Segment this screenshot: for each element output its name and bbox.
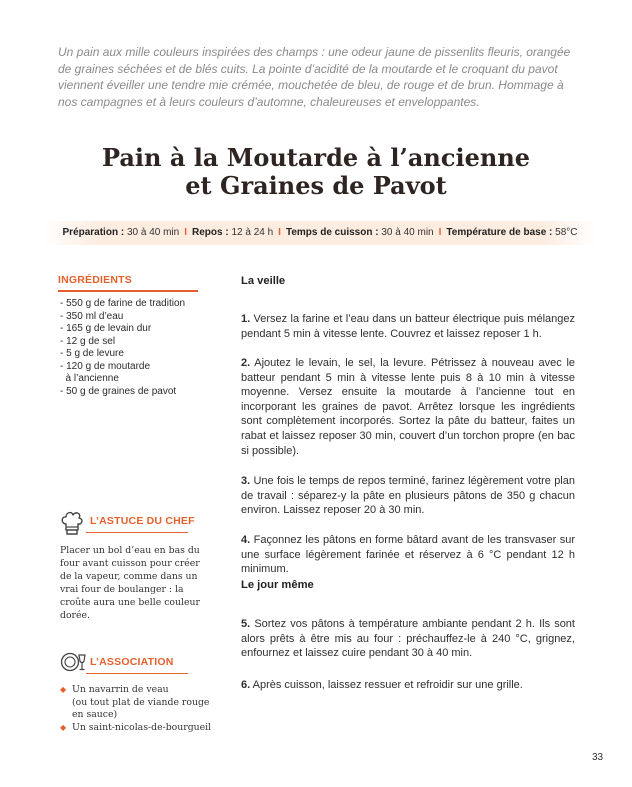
veille-heading: La veille — [241, 275, 286, 287]
chef-hat-icon — [60, 510, 84, 536]
association-item — [60, 684, 220, 722]
step-2 — [241, 356, 575, 458]
association-divider — [86, 673, 188, 674]
chef-tip-text: Placer un bol d’eau en bas du four avant cuisson pour créer de la vapeur, comme dans un vrai four de boulanger : la croûte aura une belle couleur dorée. — [60, 545, 200, 621]
title-line-2: et Graines de Pavot — [185, 171, 447, 200]
cook-value: 30 à 40 min — [381, 227, 434, 238]
step-3 — [241, 474, 575, 518]
rest-label: Repos : — [192, 227, 229, 238]
prep-value: 30 à 40 min — [126, 227, 180, 238]
temp-value: 58°C — [555, 227, 578, 238]
chef-tip-heading: L’ASTUCE DU CHEF — [90, 515, 195, 527]
association-list — [60, 684, 220, 734]
step-number: 6. — [241, 679, 251, 691]
separator: I — [438, 227, 442, 238]
step-text: Versez la farine et l’eau dans un batteur électrique puis mélangez pendant 5 min à vitesse lente. Couvrez et laissez reposer 1 h. — [241, 313, 575, 340]
step-number: 1. — [241, 313, 251, 325]
recipe-title — [0, 144, 632, 200]
plate-glass-icon — [60, 652, 86, 672]
step-1 — [241, 312, 575, 341]
ingredient-item: - 5 g de levure — [60, 348, 124, 359]
intro-paragraph: Un pain aux mille couleurs inspirées des champs : une odeur jaune de pissenlits fleuris, orangée de graines séchées et de blés cuits. La pointe d’acidité de la moutarde et le croquant du pavot viennent éveiller une tendre mie crémée, mouchetée de bleu, de rouge et de brun. Hommage à nos campagnes et à leurs couleurs d’automne, chaleureuses et enveloppantes. — [58, 45, 571, 109]
ingredients-heading: INGRÉDIENTS — [58, 274, 132, 286]
step-text: Ajoutez le levain, le sel, la levure. Pétrissez à nouveau avec le batteur pendant 5 min à vitesse lente puis 8 à 10 min à vitesse moyenne. Versez ensuite la moutarde à l’ancienne tout en incorporant les graines de pavot. Arrêtez lorsque les ingrédients sont complètement incorporés. Sortez la pâte du batteur, faites un rabat et laissez reposer 30 min, couvert d’un torchon propre (en bac si possible). — [241, 357, 576, 457]
chef-tip-divider — [86, 532, 188, 533]
ingredient-item: - 120 g de moutarde — [60, 360, 151, 372]
separator: I — [184, 227, 187, 238]
association-item — [60, 722, 220, 735]
ingredient-item: à l’ancienne — [60, 373, 119, 384]
step-text: Après cuisson, laissez ressuer et refroidir sur une grille. — [252, 679, 523, 691]
rest-value: 12 à 24 h — [231, 227, 274, 238]
step-text: Façonnez les pâtons en forme bâtard avant de les transvaser sur une surface légèrement farinée et réservez à 6 °C pendant 12 h minimum. — [241, 534, 576, 576]
cook-label: Temps de cuisson : — [285, 227, 379, 238]
step-number: 3. — [241, 475, 251, 487]
step-text: Sortez vos pâtons à température ambiante pendant 2 h. Ils sont alors prêts à être mis au four : préchauffez-le à 240 °C, grignez, enfournez et laissez cuire pendant 30 à 40 min. — [241, 618, 575, 660]
ingredient-item: - 50 g de graines de pavot — [60, 385, 177, 397]
association-main: Un navarrin de veau — [72, 684, 169, 695]
ingredients-list — [60, 298, 210, 398]
recipe-info-bar — [44, 221, 596, 245]
ingredient-item: - 350 ml d’eau — [60, 310, 124, 322]
step-6 — [241, 678, 575, 693]
step-number: 5. — [241, 618, 251, 630]
diamond-bullet-icon: ◆ — [60, 722, 67, 732]
diamond-bullet-icon: ◆ — [60, 685, 67, 694]
step-5 — [241, 617, 575, 661]
temp-label: Température de base : — [446, 227, 553, 238]
association-sub: (ou tout plat de viande rouge en sauce) — [72, 696, 210, 720]
ingredient-item: - 165 g de levain dur — [60, 323, 152, 334]
step-4 — [241, 533, 575, 577]
title-line-1: Pain à la Moutarde à l’ancienne — [101, 143, 531, 172]
step-text: Une fois le temps de repos terminé, farinez légèrement votre plan de travail : séparez-y la pâte en plusieurs pâtons de 350 g chacun environ. Laissez reposer 20 à 30 min. — [241, 475, 575, 517]
step-number: 4. — [241, 534, 251, 546]
page-number: 33 — [592, 752, 604, 763]
ingredient-item: - 12 g de sel — [60, 335, 116, 347]
step-number: 2. — [241, 357, 251, 369]
ingredient-item: - 550 g de farine de tradition — [60, 298, 186, 309]
prep-label: Préparation : — [62, 227, 125, 238]
association-heading: L’ASSOCIATION — [90, 656, 174, 668]
ingredients-divider — [58, 290, 198, 292]
association-main: Un saint-nicolas-de-bourgueil — [72, 721, 212, 733]
jour-meme-heading: Le jour même — [241, 579, 314, 591]
separator: I — [278, 227, 281, 238]
